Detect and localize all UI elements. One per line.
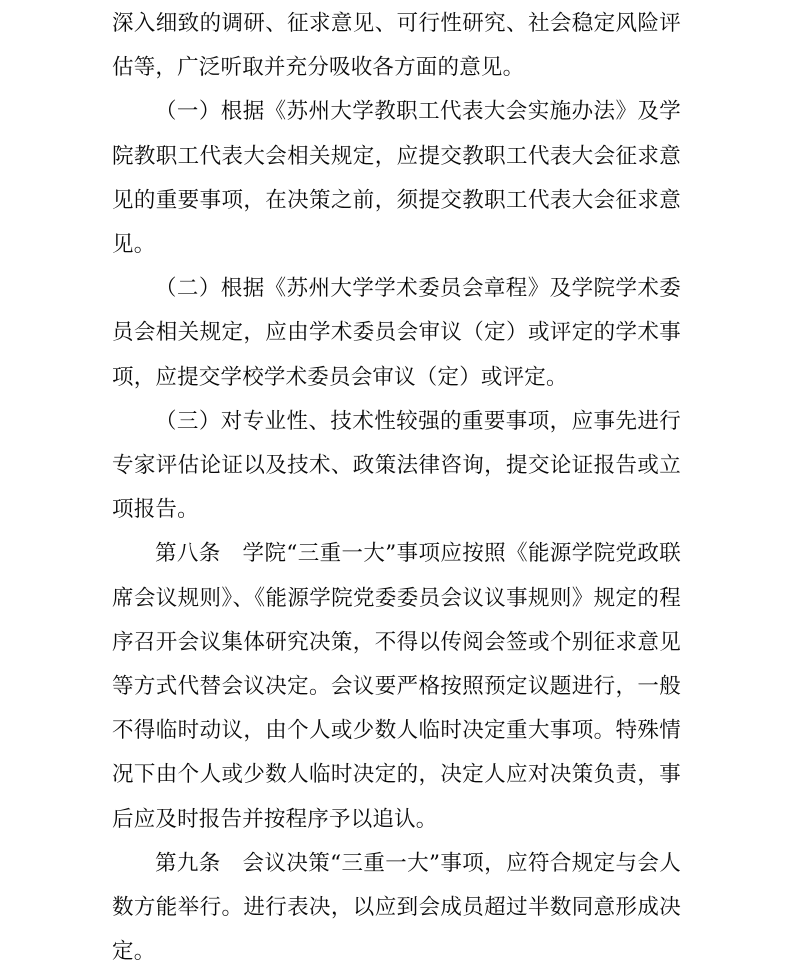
- paragraph-article-eight: 第八条 学院“三重一大”事项应按照《能源学院党政联席会议规则》、《能源学院党委委员会议议事规则》规定的程序召开会议集体研究决策，不得以传阅会签或个别征求意见等方式代替会议决定。会议要严格按照预定议题进行，一般不得临时动议，由个人或少数人临时决定重大事项。特殊情况下由个人或少数人临时决定的，决定人应对决策负责，事后应及时报告并按程序予以追认。: [112, 541, 681, 832]
- paragraph-item-one: （一）根据《苏州大学教职工代表大会实施办法》及学院教职工代表大会相关规定，应提交教职工代表大会征求意见的重要事项，在决策之前，须提交教职工代表大会征求意见。: [112, 99, 681, 258]
- paragraph-item-two: （二）根据《苏州大学学术委员会章程》及学院学术委员会相关规定，应由学术委员会审议（定）或评定的学术事项，应提交学校学术委员会审议（定）或评定。: [112, 276, 681, 390]
- document-body: [112, 0, 681, 974]
- paragraph-article-nine: 第九条 会议决策“三重一大”事项，应符合规定与会人数方能举行。进行表决，以应到会成员超过半数同意形成决定。: [112, 850, 681, 965]
- paragraph-item-three: （三）对专业性、技术性较强的重要事项，应事先进行专家评估论证以及技术、政策法律咨询，提交论证报告或立项报告。: [112, 408, 681, 523]
- paragraph-continuation: 深入细致的调研、征求意见、可行性研究、社会稳定风险评估等，广泛听取并充分吸收各方面的意见。: [112, 11, 681, 81]
